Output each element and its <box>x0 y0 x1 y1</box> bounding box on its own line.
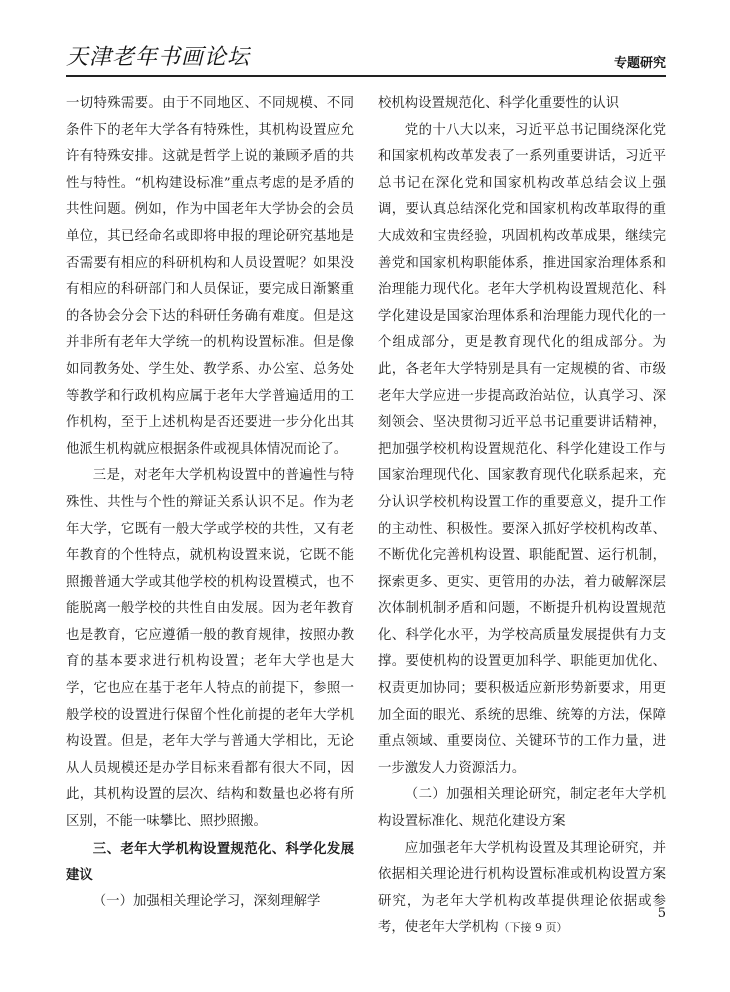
paragraph: 一切特殊需要。由于不同地区、不同规模、不同条件下的老年大学各有特殊性，其机构设置应允许有特殊安排。这就是哲学上说的兼顾矛盾的共性与特性。“机构建设标准”重点考虑的是矛盾的共性问题。例如，作为中国老年大学协会的会员单位，其已经命名或即将申报的理论研究基地是否需要有相应的科研机构和人员设置呢？如果没有相应的科研部门和人员保证，要完成日渐繁重的各协会分会下达的科研任务确有难度。但是这并非所有老年大学统一的机构设置标准。但是像如同教务处、学生处、教学系、办公室、总务处等教学和行政机构应属于老年大学普遍适用的工作机构，至于上述机构是否还要进一步分化出其他派生机构就应根据条件或视具体情况而论了。 <box>66 96 354 457</box>
header-rule <box>66 75 666 77</box>
paragraph: 三是，对老年大学机构设置中的普遍性与特殊性、共性与个性的辩证关系认识不足。作为老年大学，它既有一般大学或学校的共性，又有老年教育的个性特点，就机构设置来说，它既不能照搬普通大学或其他学校的机构设置模式，也不能脱离一般学校的共性自由发展。因为老年教育也是教育，它应遵循一般的教育规律，按照办教育的基本要求进行机构设置；老年大学也是大学，它也应在基于老年人特点的前提下，参照一般学校的设置进行保留个性化前提的老年大学机构设置。但是，老年大学与普通大学相比，无论从人员规模还是办学目标来看都有很大不同，因此，其机构设置的层次、结构和数量也必将有所区别，不能一味攀比、照抄照搬。 <box>66 468 354 830</box>
paragraph-text: 应加强老年大学机构设置及其理论研究，并依据相关理论进行机构设置标准或机构设置方案研究，为老年大学机构改革提供理论依据或参考，使老年大学机构 <box>378 840 666 936</box>
journal-logo: 天津老年书画论坛 <box>66 45 251 70</box>
left-column <box>66 91 354 915</box>
continued-note: （下接 9 页） <box>498 921 568 935</box>
page-header <box>66 38 666 72</box>
subsection-heading: （一）加强相关理论学习，深刻理解学 <box>92 893 321 909</box>
paragraph: 校机构设置规范化、科学化重要性的认识 <box>378 96 620 111</box>
column-title: 专题研究 <box>613 56 666 71</box>
right-column <box>378 91 666 942</box>
paragraph <box>378 836 666 942</box>
paragraph: 党的十八大以来，习近平总书记围绕深化党和国家机构改革发表了一系列重要讲话，习近平总书记在深化党和国家机构改革总结会议上强调，要认真总结深化党和国家机构改革取得的重大成效和宝贵经验，巩固机构改革成果，继续完善党和国家机构职能体系，推进国家治理体系和治理能力现代化。老年大学机构设置规范化、科学化建设是国家治理体系和治理能力现代化的一个组成部分，更是教育现代化的组成部分。为此，各老年大学特别是具有一定规模的省、市级老年大学应进一步提高政治站位，认真学习、深刻领会、坚决贯彻习近平总书记重要讲话精神，把加强学校机构设置规范化、科学化建设工作与国家治理现代化、国家教育现代化联系起来，充分认识学校机构设置工作的重要意义，提升工作的主动性、积极性。要深入抓好学校机构改革、不断优化完善机构设置、职能配置、运行机制，探索更多、更实、更管用的办法，着力破解深层次体制机制矛盾和问题，不断提升机构设置规范化、科学化水平，为学校高质量发展提供有力支撑。要使机构的设置更加科学、职能更加优化、权责更加协同；要积极适应新形势新要求，用更加全面的眼光、系统的思维、统筹的方法，保障重点领域、重要岗位、关键环节的工作力量，进一步激发人力资源活力。 <box>378 122 666 776</box>
section-heading: 三、老年大学机构设置规范化、科学化发展建议 <box>66 840 354 884</box>
page-number: 5 <box>657 906 666 921</box>
subsection-heading: （二）加强相关理论研究，制定老年大学机构设置标准化、规范化建设方案 <box>378 787 666 830</box>
